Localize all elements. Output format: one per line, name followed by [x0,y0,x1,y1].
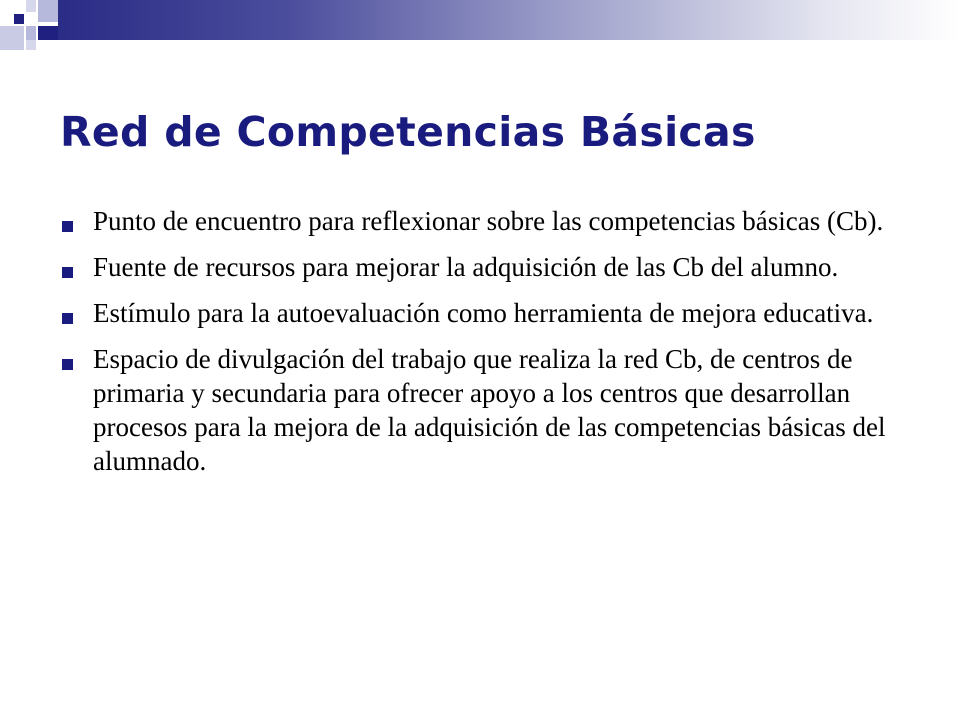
decor-square [0,26,24,50]
square-bullet-icon [62,221,73,232]
bullet-list [62,204,892,490]
slide-title: Red de Competencias Básicas [60,108,756,156]
bullet-text: Estímulo para la autoevaluación como herramienta de mejora educativa. [93,298,874,328]
decor-square [38,0,58,22]
bullet-item [62,250,892,284]
decor-square [26,0,36,12]
bullet-item [62,296,892,330]
square-bullet-icon [62,359,73,370]
bullet-item [62,204,892,238]
decor-square [14,14,24,24]
bullet-text: Espacio de divulgación del trabajo que realiza la red Cb, de centros de primaria y secundaria para ofrecer apoyo a los centros que desarrollan procesos para la mejora de la adquisición de las competencias básicas del alumnado. [93,344,886,476]
decor-square [26,40,36,50]
square-bullet-icon [62,267,73,278]
header-gradient-bar [58,0,960,40]
decor-square [38,26,58,40]
bullet-text: Fuente de recursos para mejorar la adquisición de las Cb del alumno. [93,252,839,282]
bullet-item [62,342,892,478]
square-bullet-icon [62,313,73,324]
bullet-text: Punto de encuentro para reflexionar sobre las competencias básicas (Cb). [93,206,884,236]
